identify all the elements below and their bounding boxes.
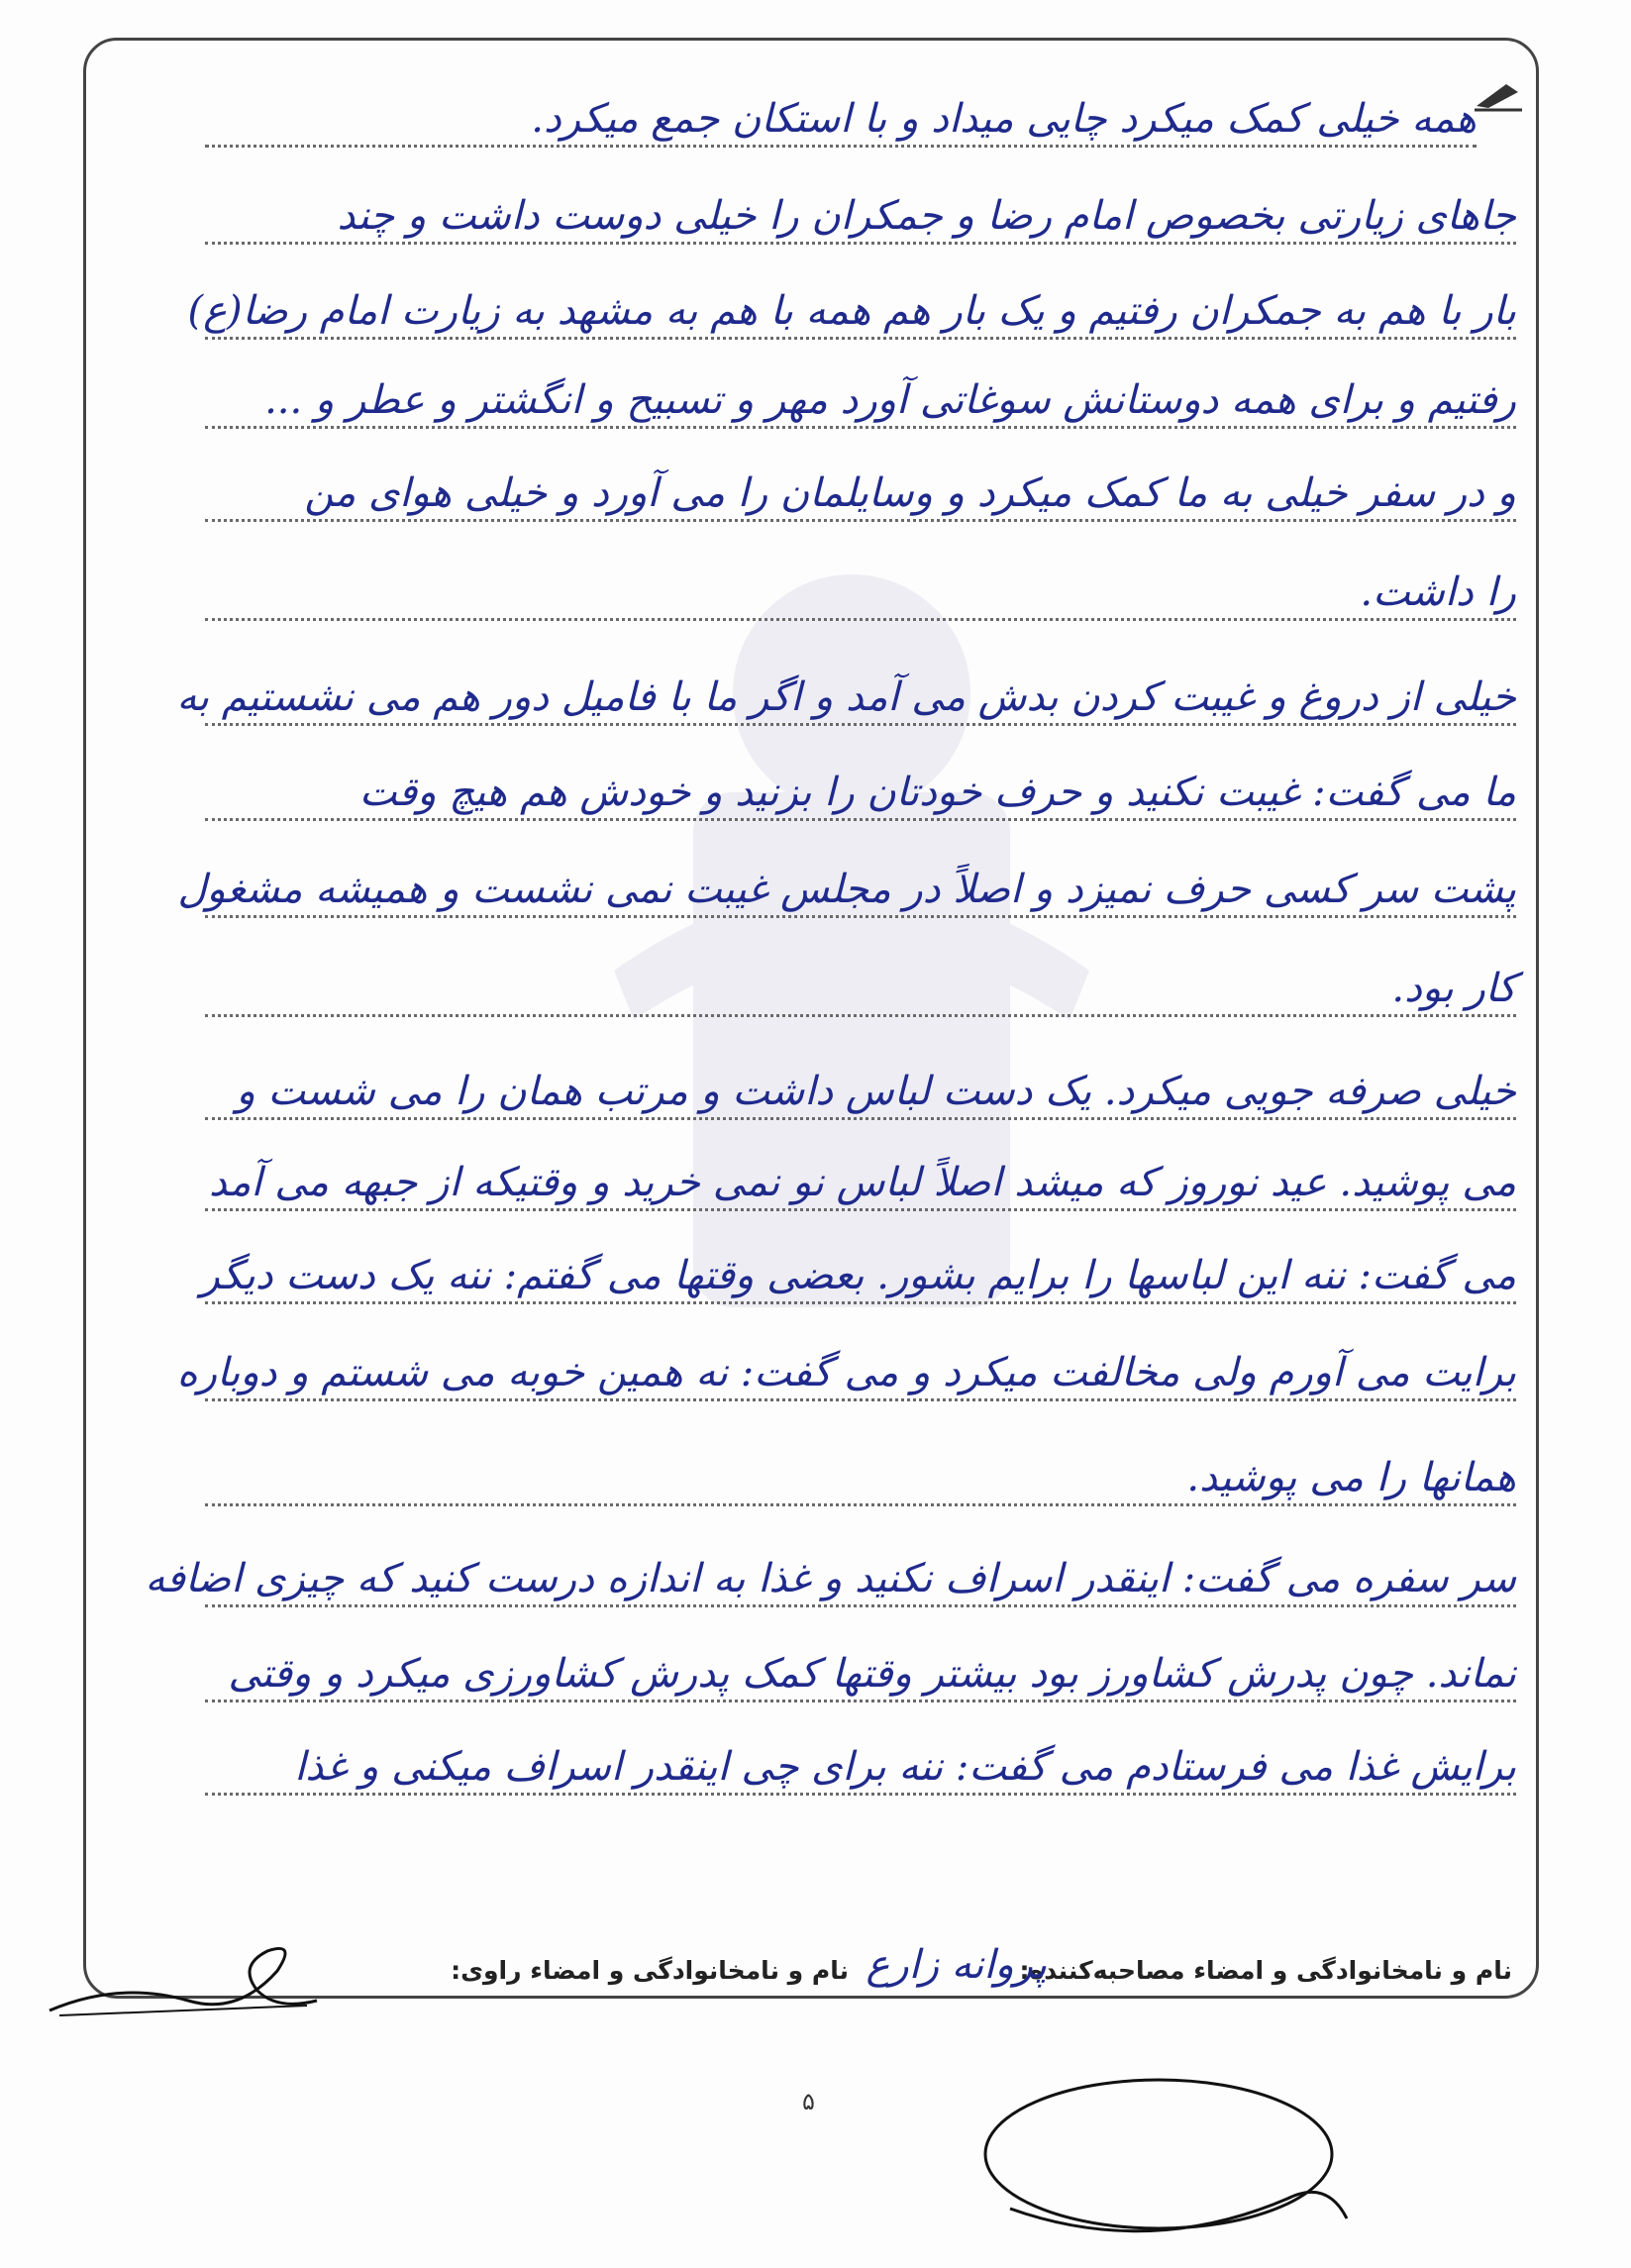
text-line	[205, 1441, 1516, 1514]
text-line	[205, 179, 1516, 253]
handwritten-text: سر سفره می گفت: اینقدر اسراف نکنید و غذا به اندازه درست کنید که چیزی اضافه	[145, 1556, 1516, 1601]
dotted-rule	[205, 1700, 1516, 1702]
handwritten-text: را داشت.	[1360, 569, 1516, 615]
page-number: ۵	[802, 2088, 815, 2115]
dotted-rule	[205, 337, 1516, 340]
dotted-rule	[205, 1793, 1516, 1796]
text-line	[176, 661, 1516, 734]
text-line	[145, 1542, 1516, 1615]
handwritten-text: می گفت: ننه این لباسها را برایم بشور. بعضی وقتها می گفتم: ننه یک دست دیگر	[200, 1253, 1516, 1298]
dotted-rule	[205, 818, 1516, 821]
text-line	[205, 457, 1516, 530]
handwritten-text: خیلی از دروغ و غیبت کردن بدش می آمد و اگر ما با فامیل دور هم می نشستیم به	[176, 674, 1516, 720]
handwritten-text: می پوشید. عید نوروز که میشد اصلاً لباس نو نمی خرید و وقتیکه از جبهه می آمد	[208, 1160, 1516, 1205]
dotted-rule	[205, 145, 1477, 148]
text-line	[176, 1336, 1516, 1409]
handwritten-text: همه خیلی کمک میکرد چایی میداد و با استکان جمع میکرد.	[531, 96, 1477, 142]
handwritten-text: و در سفر خیلی به ما کمک میکرد و وسایلمان را می آورد و خیلی هوای من	[304, 470, 1516, 516]
handwritten-text: برایش غذا می فرستادم می گفت: ننه برای چی اینقدر اسراف میکنی و غذا	[294, 1744, 1516, 1790]
dotted-rule	[205, 242, 1516, 245]
pen-icon	[1473, 78, 1524, 112]
handwritten-text: خیلی صرفه جویی میکرد. یک دست لباس داشت و مرتب همان را می شست و	[236, 1069, 1516, 1114]
handwritten-text: کار بود.	[1391, 966, 1516, 1011]
text-line	[205, 952, 1516, 1025]
dotted-rule	[205, 1398, 1516, 1401]
dotted-rule	[205, 1503, 1516, 1506]
page-frame	[83, 38, 1539, 1999]
text-line	[205, 1055, 1516, 1128]
text-line	[205, 363, 1516, 437]
narrator-signature	[40, 1911, 337, 2030]
text-line	[177, 853, 1516, 926]
text-line	[200, 1239, 1516, 1312]
handwritten-text: نماند. چون پدرش کشاورز بود بیشتر وقتها کمک پدرش کشاورزی میکرد و وقتی	[228, 1651, 1516, 1697]
narrator-label: نام و نامخانوادگی و امضاء راوی:	[451, 1956, 849, 1985]
dotted-rule	[205, 426, 1516, 429]
text-line	[205, 1146, 1516, 1219]
dotted-rule	[205, 618, 1516, 621]
text-line	[205, 82, 1477, 155]
dotted-rule	[205, 1014, 1516, 1017]
interviewer-name: پروانه زارع	[866, 1942, 1047, 1988]
dotted-rule	[205, 519, 1516, 522]
text-line	[205, 1637, 1516, 1710]
handwritten-text: رفتیم و برای همه دوستانش سوغاتی آورد مهر و تسبیح و انگشتر و عطر و ...	[264, 377, 1516, 423]
handwritten-text: برایت می آورم ولی مخالفت میکرد و می گفت: نه همین خوبه می شستم و دوباره	[176, 1350, 1516, 1395]
text-line	[205, 556, 1516, 629]
handwritten-text: ما می گفت: غیبت نکنید و حرف خودتان را بزنید و خودش هم هیچ وقت	[358, 770, 1516, 815]
text-line	[187, 274, 1516, 348]
handwritten-text: همانها را می پوشید.	[1186, 1455, 1516, 1500]
handwritten-text: جاهای زیارتی بخصوص امام رضا و جمکران را خیلی دوست داشت و چند	[337, 193, 1516, 239]
interviewer-signature	[970, 2060, 1367, 2258]
interviewer-label: نام و نامخانوادگی و امضاء مصاحبه‌کننده:	[1019, 1956, 1512, 1985]
text-line	[205, 1730, 1516, 1804]
dotted-rule	[205, 1301, 1516, 1304]
dotted-rule	[205, 915, 1516, 918]
dotted-rule	[205, 1604, 1516, 1607]
dotted-rule	[205, 1117, 1516, 1120]
dotted-rule	[205, 1208, 1516, 1211]
text-line	[205, 756, 1516, 829]
dotted-rule	[205, 723, 1516, 726]
handwritten-text: پشت سر کسی حرف نمیزد و اصلاً در مجلس غیبت نمی نشست و همیشه مشغول	[177, 867, 1516, 912]
handwritten-text: بار با هم به جمکران رفتیم و یک بار هم همه با هم به مشهد به زیارت امام رضا(ع)	[187, 288, 1516, 334]
